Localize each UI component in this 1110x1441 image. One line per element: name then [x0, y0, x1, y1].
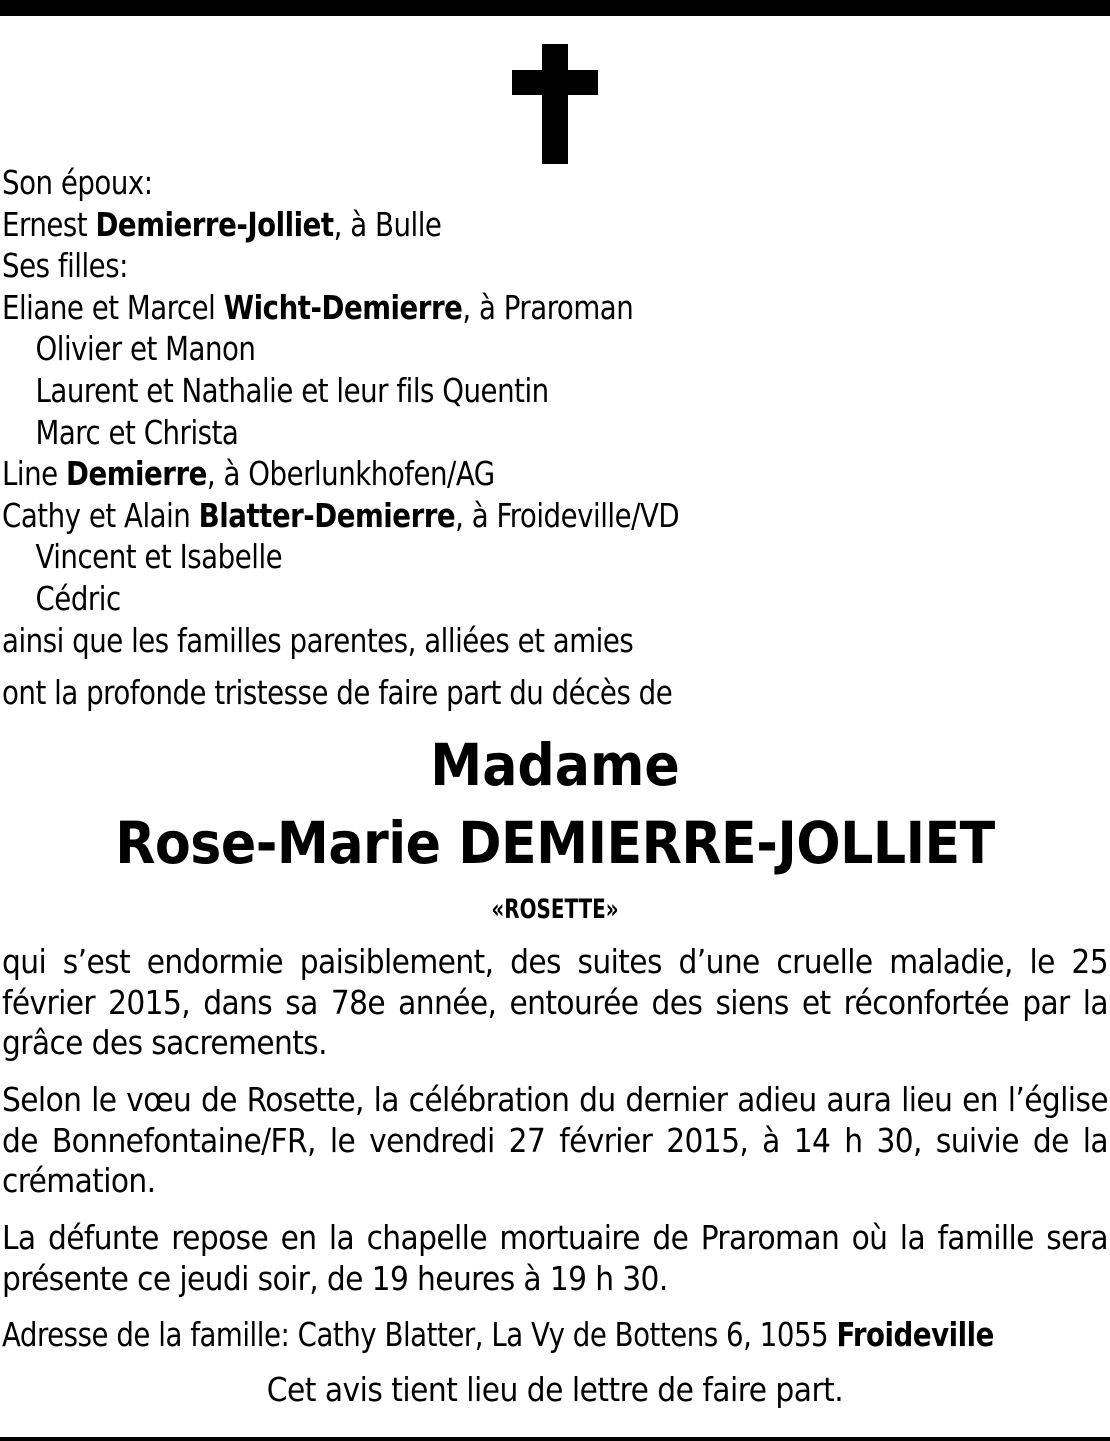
daughter-line-1: Eliane et Marcel Wicht-Demierre, à Praroman [2, 287, 634, 327]
deceased-name: Rose-Marie DEMIERRE-JOLLIET [115, 809, 995, 877]
cross-icon [512, 44, 598, 164]
daughter-line-2: Line Demierre, à Oberlunkhofen/AG [2, 454, 495, 494]
footer-note: Cet avis tient lieu de lettre de faire part. [266, 1370, 844, 1409]
top-rule [0, 0, 1110, 16]
daughter-line-3: Cathy et Alain Blatter-Demierre, à Froideville/VD [2, 495, 680, 535]
grandchild-line: Cédric [35, 578, 121, 618]
others-line: ainsi que les familles parentes, alliées et amies [2, 620, 634, 660]
bottom-rule [0, 1437, 1110, 1441]
grandchild-line: Laurent et Nathalie et leur fils Quentin [35, 370, 549, 410]
grandchild-line: Vincent et Isabelle [35, 537, 283, 577]
announcement-line: ont la profonde tristesse de faire part du décès de [2, 673, 673, 712]
paragraph-ceremony: Selon le vœu de Rosette, la célébration du dernier adieu aura lieu en l’église de Bonnefontaine/FR, le vendredi 27 février 2015, à 14 h 30, suivie de la crémation. [2, 1080, 1108, 1200]
deceased-nickname: «ROSETTE» [491, 894, 619, 925]
spouse-line: Ernest Demierre-Jolliet, à Bulle [2, 204, 442, 244]
grandchild-line: Marc et Christa [35, 412, 239, 452]
spouse-label: Son époux: [2, 163, 153, 202]
family-list [2, 162, 1025, 661]
daughters-label: Ses filles: [2, 246, 128, 286]
grandchild-line: Olivier et Manon [35, 329, 256, 369]
paragraph-visitation: La défunte repose en la chapelle mortuaire de Praroman où la famille sera présente ce jeudi soir, de 19 heures à 19 h 30. [2, 1218, 1108, 1298]
family-address: Adresse de la famille: Cathy Blatter, La Vy de Bottens 6, 1055 Froideville [2, 1315, 994, 1354]
paragraph-death: qui s’est endormie paisiblement, des suites d’une cruelle maladie, le 25 février 2015, dans sa 78e année, entourée des siens et réconfortée par la grâce des sacrements. [2, 942, 1108, 1062]
deceased-title: Madame [430, 731, 680, 799]
